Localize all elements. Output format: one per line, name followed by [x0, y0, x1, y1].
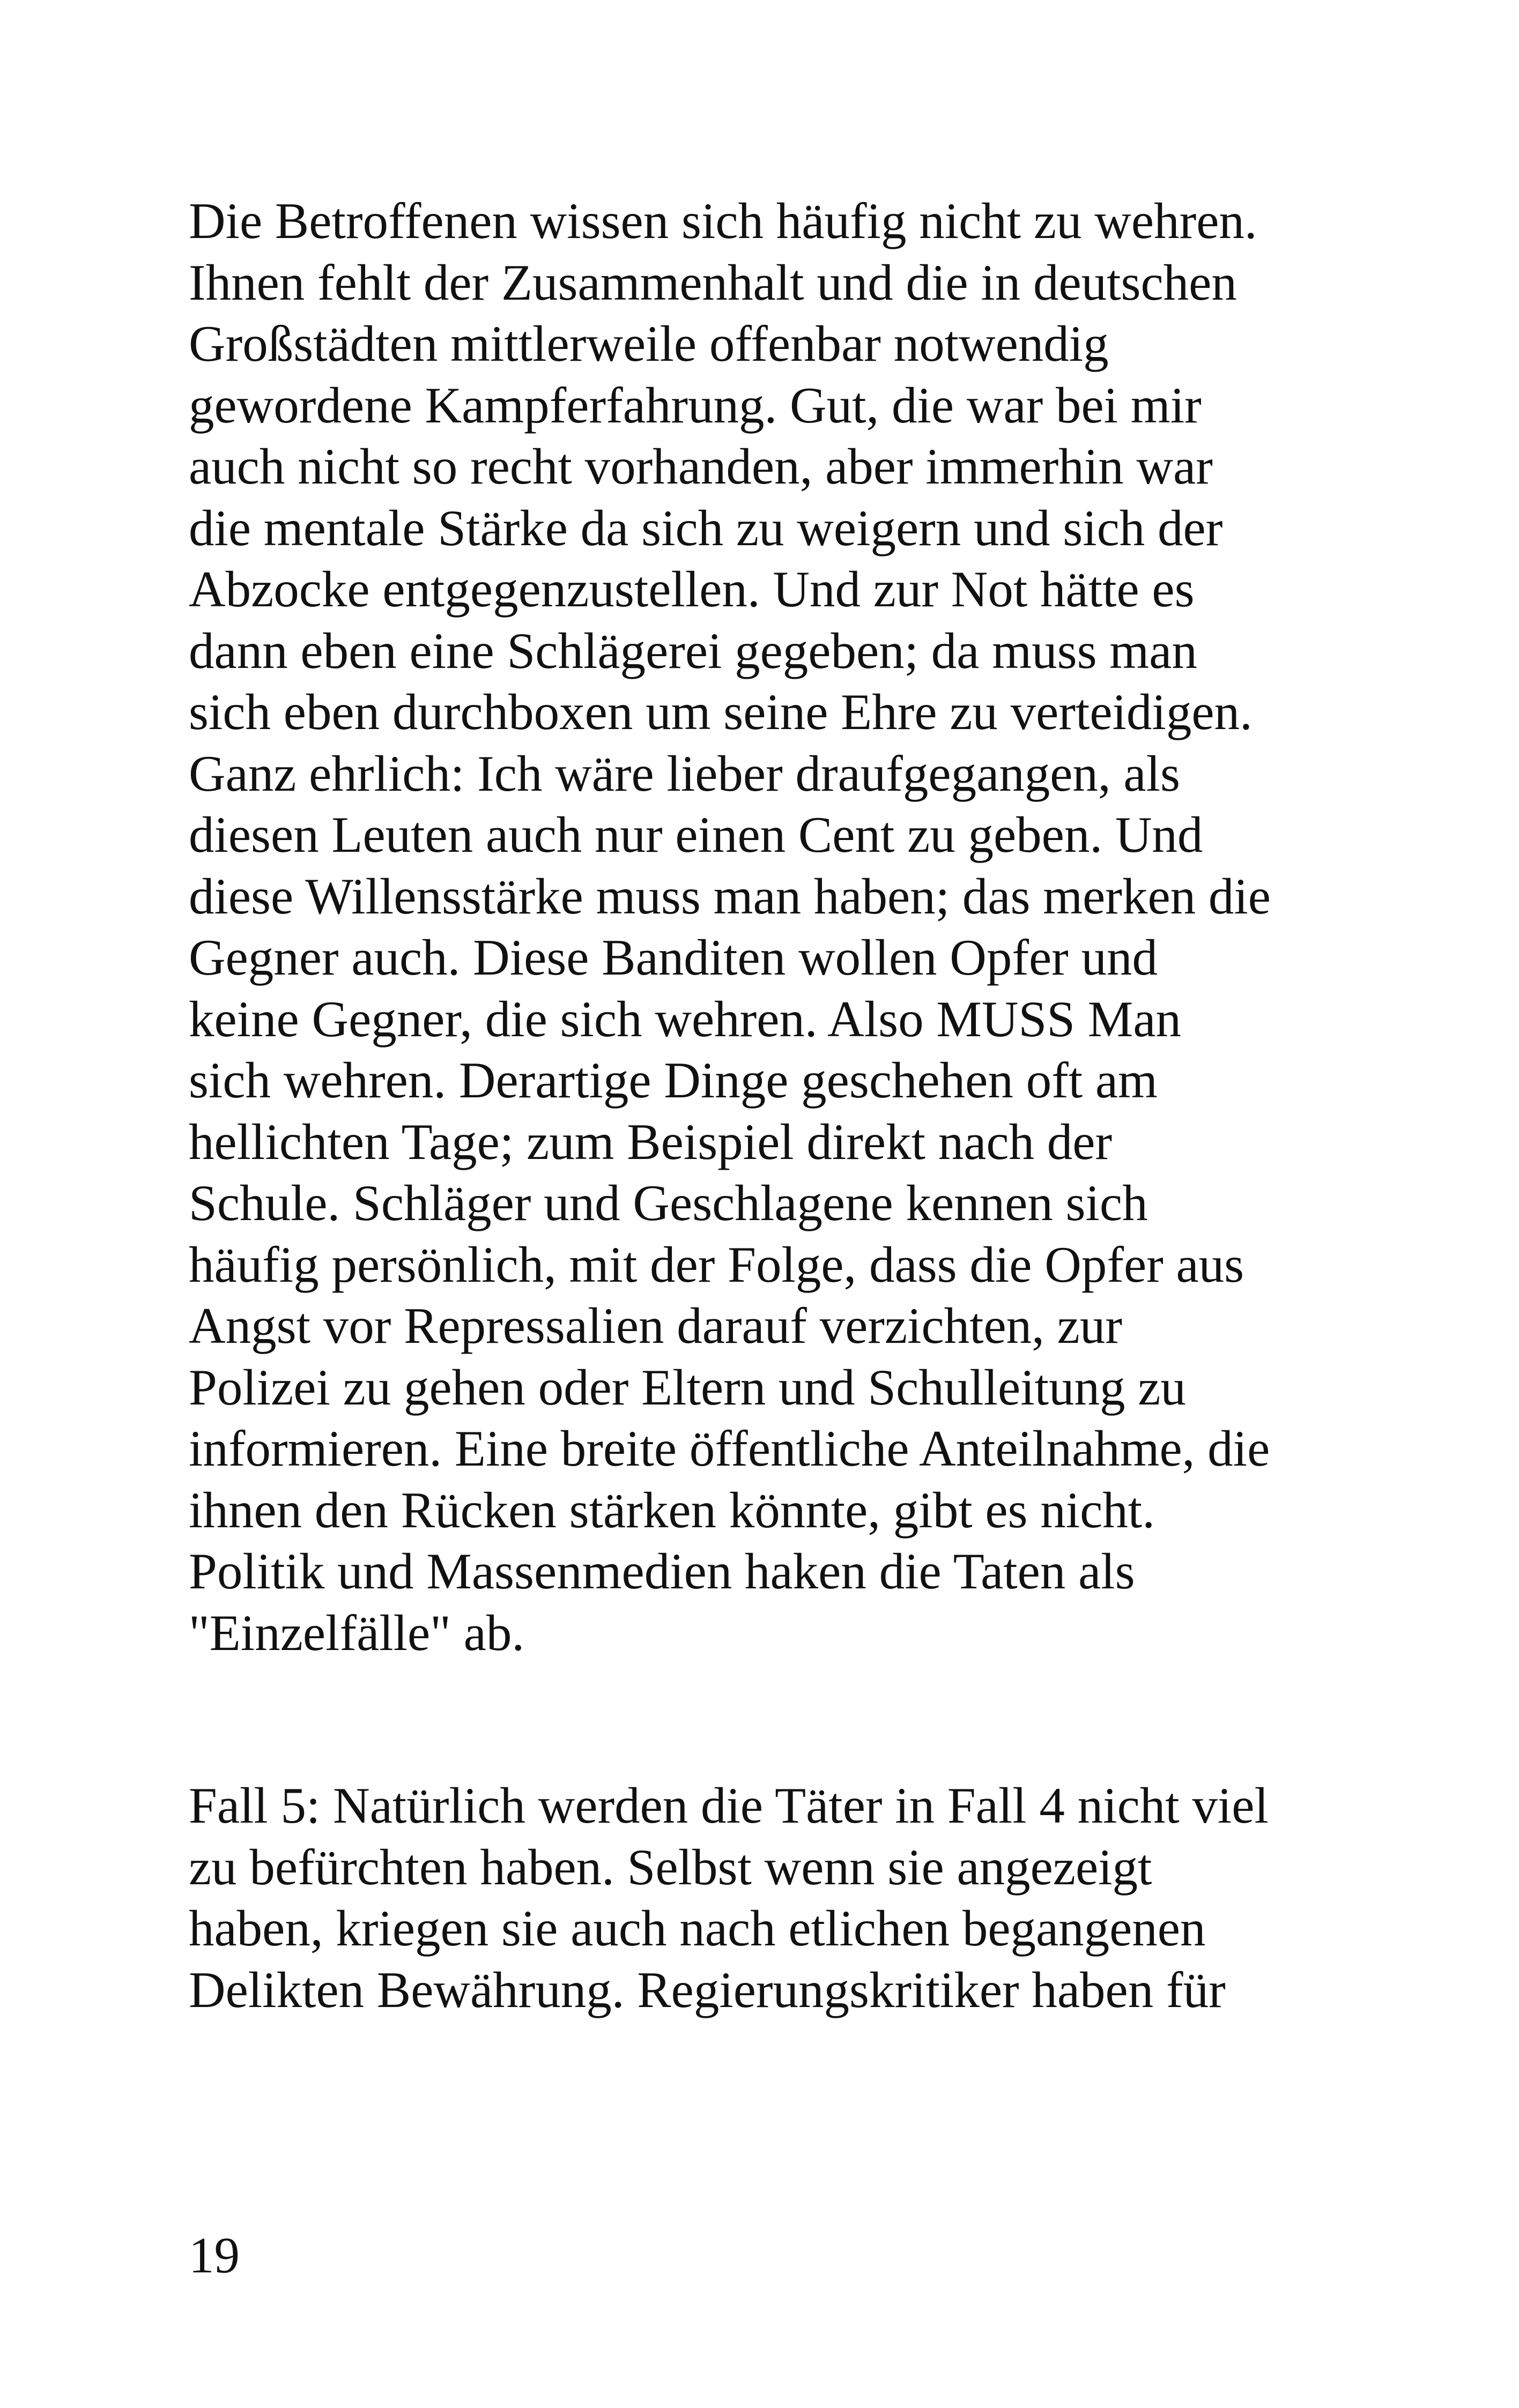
text-line: Schule. Schläger und Geschlagene kennen sich — [189, 1175, 1148, 1231]
text-line: informieren. Eine breite öffentliche Anteilnahme, die — [189, 1420, 1270, 1477]
text-line: Gegner auch. Diese Banditen wollen Opfer und — [189, 929, 1158, 986]
text-line: auch nicht so recht vorhanden, aber immerhin war — [189, 438, 1213, 495]
paragraph-betroffenen — [189, 190, 1347, 1663]
text-line: Politik und Massenmedien haken die Taten als — [189, 1543, 1135, 1600]
text-line: Abzocke entgegenzustellen. Und zur Not hätte es — [189, 561, 1195, 618]
text-line: "Einzelfälle" ab. — [189, 1604, 525, 1661]
text-line: Großstädten mittlerweile offenbar notwendig — [189, 315, 1109, 372]
text-line: Ganz ehrlich: Ich wäre lieber draufgegangen, als — [189, 745, 1180, 802]
text-line: keine Gegner, die sich wehren. Also MUSS Man — [189, 990, 1182, 1047]
text-line: dann eben eine Schlägerei gegeben; da muss man — [189, 622, 1197, 679]
text-line: Fall 5: Natürlich werden die Täter in Fall 4 nicht viel — [189, 1777, 1269, 1834]
text-line: ihnen den Rücken stärken könnte, gibt es nicht. — [189, 1481, 1155, 1539]
text-line: sich wehren. Derartige Dinge geschehen oft am — [189, 1052, 1158, 1109]
text-line: hellichten Tage; zum Beispiel direkt nach der — [189, 1113, 1113, 1170]
text-line: diesen Leuten auch nur einen Cent zu geben. Und — [189, 806, 1203, 863]
text-line: zu befürchten haben. Selbst wenn sie angezeigt — [189, 1838, 1152, 1896]
text-line: Polizei zu gehen oder Eltern und Schulleitung zu — [189, 1358, 1186, 1416]
text-line: die mentale Stärke da sich zu weigern und sich der — [189, 499, 1223, 556]
paragraph-fall-5 — [189, 1775, 1347, 2020]
text-line: Angst vor Repressalien darauf verzichten, zur — [189, 1297, 1122, 1354]
text-line: haben, kriegen sie auch nach etlichen begangenen — [189, 1900, 1206, 1957]
text-line: häufig persönlich, mit der Folge, dass die Opfer aus — [189, 1236, 1244, 1293]
text-line: Die Betroffenen wissen sich häufig nicht zu wehren. — [189, 192, 1257, 249]
text-line: Delikten Bewährung. Regierungskritiker haben für — [189, 1961, 1226, 2018]
text-line: gewordene Kampferfahrung. Gut, die war bei mir — [189, 376, 1202, 434]
page-number: 19 — [189, 2227, 240, 2284]
text-line: Ihnen fehlt der Zusammenhalt und die in deutschen — [189, 254, 1237, 311]
text-line: sich eben durchboxen um seine Ehre zu verteidigen. — [189, 683, 1253, 740]
text-line: diese Willensstärke muss man haben; das merken die — [189, 867, 1271, 925]
